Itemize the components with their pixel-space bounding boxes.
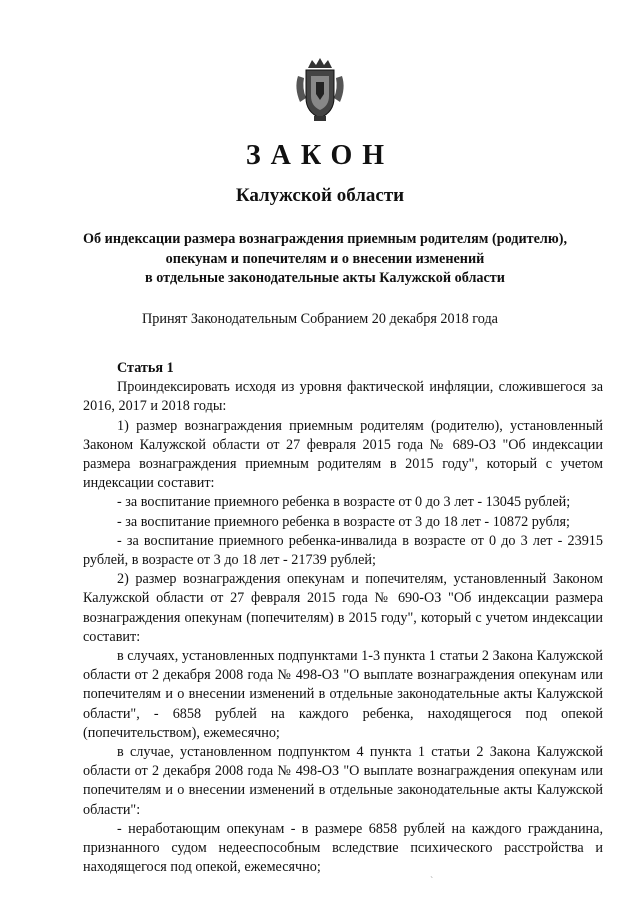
scan-speck: `: [430, 876, 434, 887]
document-title: ЗАКОН: [245, 140, 395, 171]
paragraph: в случаях, установленных подпунктами 1-3 пункта 1 статьи 2 Закона Калужской области от 2 декабря 2008 года № 498-ОЗ "О выплате вознаграждения опекунам или попечителям и о внесении изменений в отдельные законодательные акты Калужской области", - 6858 рублей на каждого ребенка, находящегося под опекой (попечительством), ежемесячно;: [83, 648, 603, 741]
paragraph: Проиндексировать исходя из уровня фактической инфляции, сложившегося за 2016, 2017 и 2018 годы:: [83, 379, 603, 415]
paragraph: - неработающим опекунам - в размере 6858 рублей на каждого гражданина, признанного судом недееспособным вследствие психического расстройства и находящегося под опекой, ежемесячно;: [83, 820, 603, 876]
article-body: [83, 359, 603, 877]
paragraph: 1) размер вознаграждения приемным родителям (родителю), установленный Законом Калужской области от 27 февраля 2015 года № 689-ОЗ "Об индексации размера вознаграждения приемным родителям в 2015 году", который с учетом индексации составит:: [83, 417, 603, 492]
law-name-line: в отдельные законодательные акты Калужской области: [145, 270, 505, 286]
document-subtitle: Калужской области: [235, 185, 405, 206]
paragraph: - за воспитание приемного ребенка в возрасте от 3 до 18 лет - 10872 рубля;: [117, 513, 570, 530]
law-name-line: Об индексации размера вознаграждения приемным родителям (родителю),: [82, 231, 567, 247]
paragraph: - за воспитание приемного ребенка-инвалида в возрасте от 0 до 3 лет - 23915 рублей, в возрасте от 3 до 18 лет - 21739 рублей;: [83, 532, 603, 569]
adoption-line: Принят Законодательным Собранием 20 декабря 2018 года: [142, 311, 498, 327]
law-name: [80, 230, 570, 289]
paragraph: - за воспитание приемного ребенка в возрасте от 0 до 3 лет - 13045 рублей;: [117, 494, 571, 511]
paragraph: в случае, установленном подпунктом 4 пункта 1 статьи 2 Закона Калужской области от 2 декабря 2008 года № 498-ОЗ "О выплате вознаграждения опекунам или попечителям и о внесении изменений в отдельные законодательные акты Калужской области":: [83, 744, 603, 818]
coat-of-arms-icon: [294, 58, 346, 122]
article-title: Статья 1: [117, 360, 174, 376]
paragraph: 2) размер вознаграждения опекунам и попечителям, установленный Законом Калужской области от 27 февраля 2015 года № 690-ОЗ "Об индексации размера вознаграждения опекунам (попечителям) в 2015 году", который с учетом индексации составит:: [83, 571, 603, 645]
law-name-line: опекунам и попечителям и о внесении изменений: [165, 250, 485, 267]
